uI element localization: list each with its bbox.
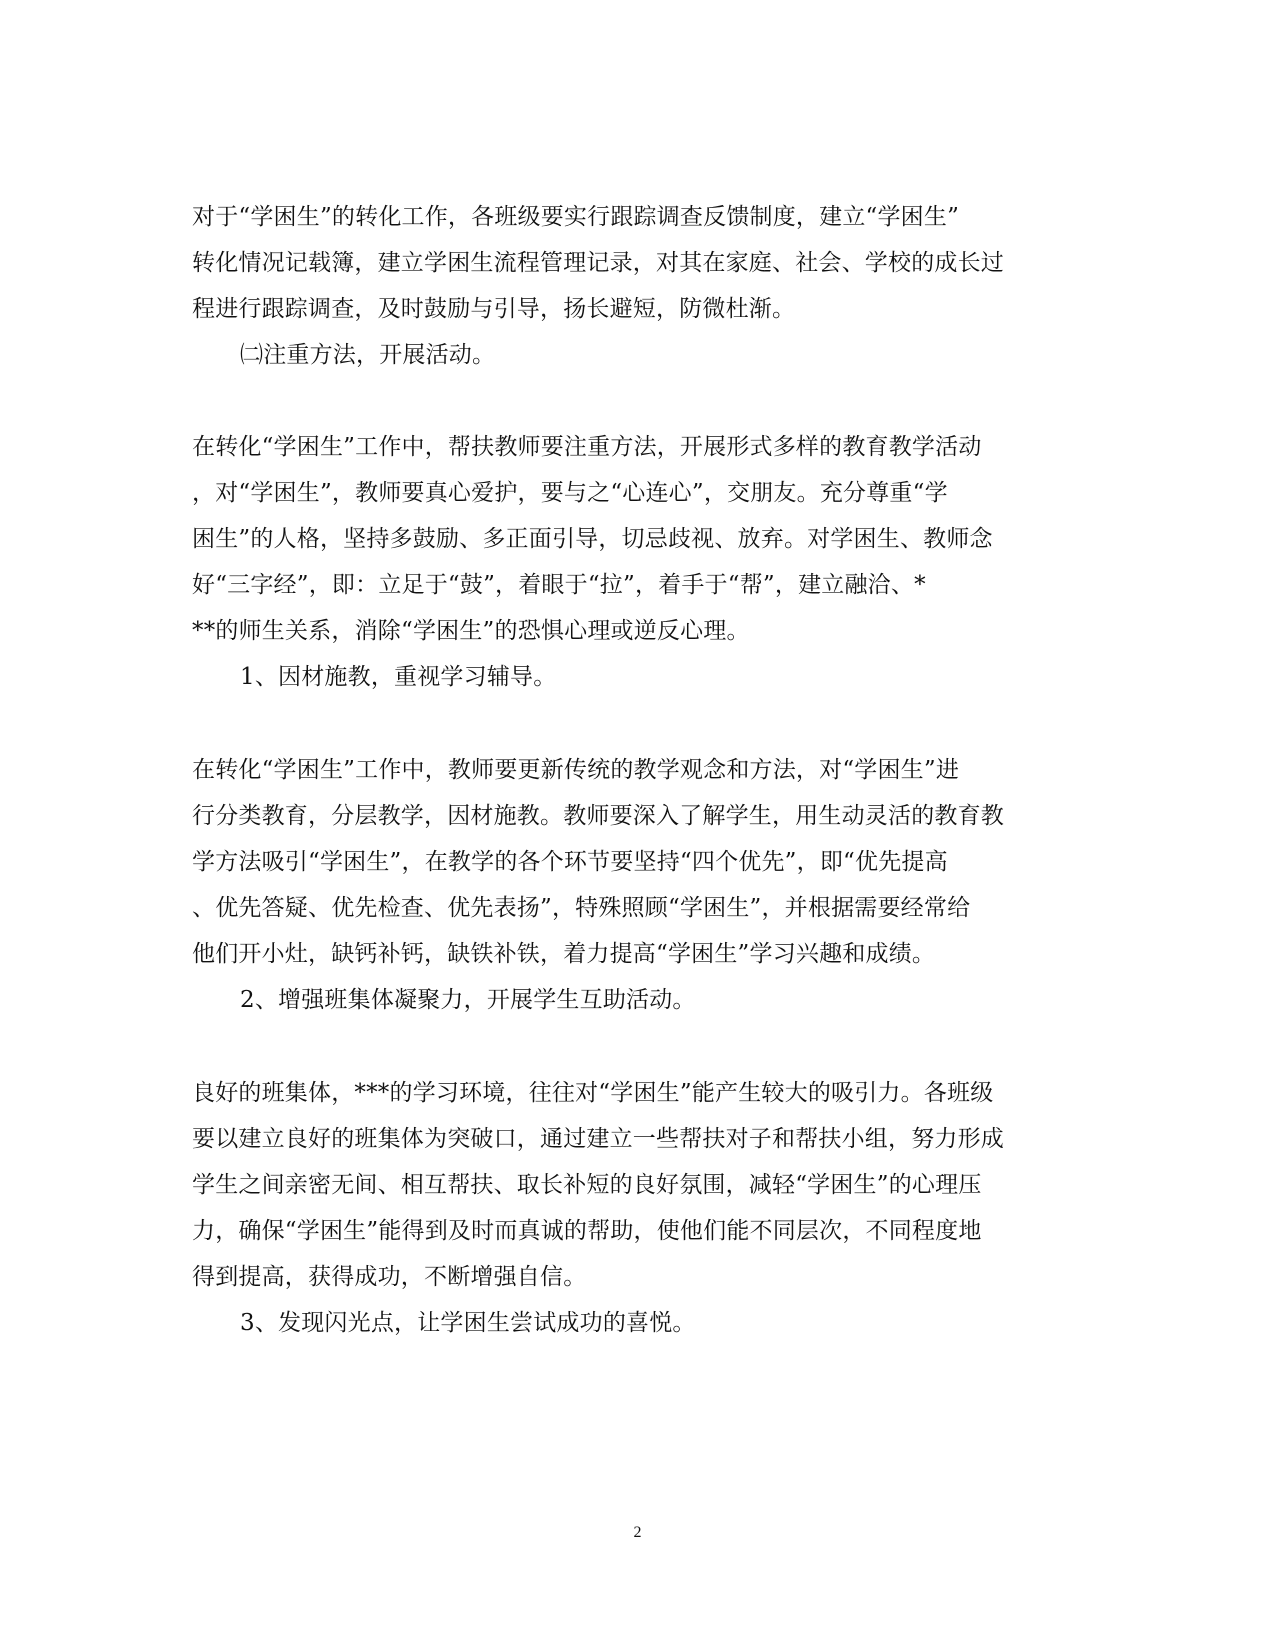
paragraph-line: 他们开小灶，缺钙补钙，缺铁补铁，着力提高“学困生”学习兴趣和成绩。 [192, 941, 936, 967]
paragraph-line: ，对“学困生”，教师要真心爱护，要与之“心连心”，交朋友。充分尊重“学 [192, 480, 948, 506]
paragraph-line: 好“三字经”，即：立足于“鼓”，着眼于“拉”，着手于“帮”，建立融洽、* [192, 572, 926, 598]
paragraph-line: 行分类教育，分层教学，因材施教。教师要深入了解学生，用生动灵活的教育教 [192, 803, 1004, 829]
section-heading: 2、增强班集体凝聚力，开展学生互助活动。 [240, 987, 696, 1013]
page-number: 2 [633, 1524, 642, 1541]
paragraph-line: 困生”的人格，坚持多鼓励、多正面引导，切忌歧视、放弃。对学困生、教师念 [192, 526, 993, 552]
paragraph-line: 力，确保“学困生”能得到及时而真诚的帮助，使他们能不同层次，不同程度地 [192, 1218, 982, 1244]
section-heading: ㈡注重方法，开展活动。 [240, 342, 496, 368]
paragraph-line: 在转化“学困生”工作中，教师要更新传统的教学观念和方法，对“学困生”进 [192, 757, 960, 783]
paragraph-line: 程进行跟踪调查，及时鼓励与引导，扬长避短，防微杜渐。 [192, 296, 796, 322]
paragraph-line: 转化情况记载簿，建立学困生流程管理记录，对其在家庭、社会、学校的成长过 [192, 250, 1004, 276]
paragraph-line: 对于“学困生”的转化工作，各班级要实行跟踪调查反馈制度，建立“学困生” [192, 204, 960, 230]
paragraph-line: 学生之间亲密无间、相互帮扶、取长补短的良好氛围，减轻“学困生”的心理压 [192, 1172, 982, 1198]
paragraph-line: 、优先答疑、优先检查、优先表扬”，特殊照顾“学困生”，并根据需要经常给 [192, 895, 971, 921]
section-heading: 1、因材施教，重视学习辅导。 [240, 664, 557, 690]
paragraph-line: 得到提高，获得成功，不断增强自信。 [192, 1264, 587, 1290]
paragraph-line: 良好的班集体，***的学习环境，往往对“学困生”能产生较大的吸引力。各班级 [192, 1080, 994, 1106]
paragraph-line: 要以建立良好的班集体为突破口，通过建立一些帮扶对子和帮扶小组，努力形成 [192, 1126, 1004, 1152]
paragraph-line: **的师生关系，消除“学困生”的恐惧心理或逆反心理。 [192, 618, 750, 644]
section-heading: 3、发现闪光点，让学困生尝试成功的喜悦。 [240, 1310, 696, 1336]
paragraph-line: 学方法吸引“学困生”，在教学的各个环节要坚持“四个优先”，即“优先提高 [192, 849, 948, 875]
paragraph-line: 在转化“学困生”工作中，帮扶教师要注重方法，开展形式多样的教育教学活动 [192, 434, 982, 460]
